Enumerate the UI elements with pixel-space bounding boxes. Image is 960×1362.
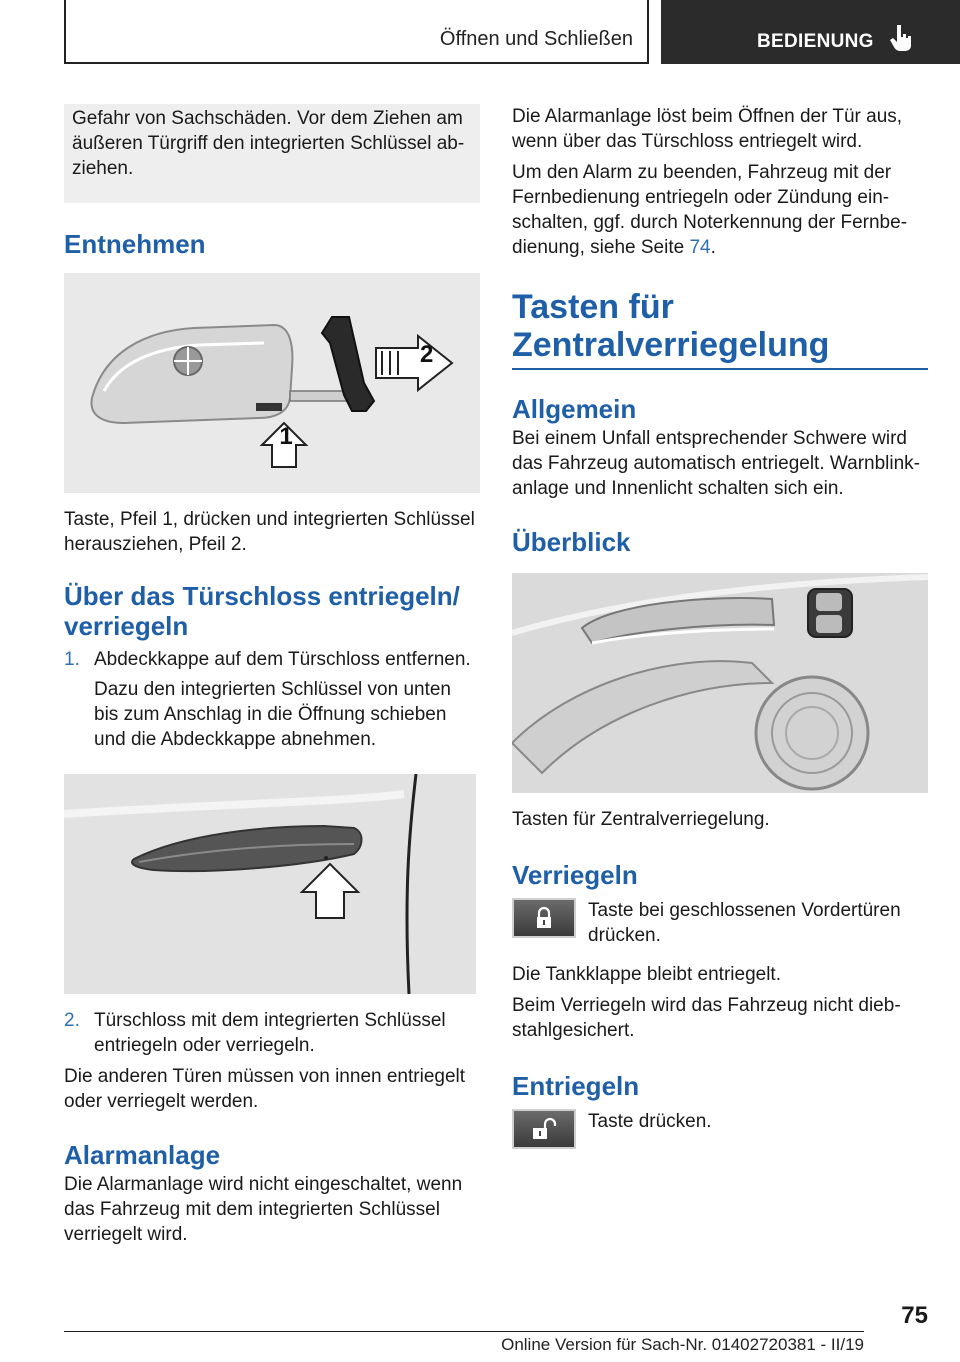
heading-allgemein: Allgemein <box>512 394 637 424</box>
door-panel-illustration <box>512 573 928 793</box>
step-text: Türschloss mit dem integrierten Schlüssel entriegeln oder verriegeln. <box>94 1010 446 1056</box>
door-handle-illustration <box>64 774 476 994</box>
punctuation: . <box>710 237 716 258</box>
heading-tuerschloss: Über das Türschloss entriegeln/ verriegeln <box>64 581 460 641</box>
verriegeln-row <box>512 898 928 948</box>
heading-entriegeln: Entriegeln <box>512 1071 640 1101</box>
header-section-title <box>64 0 649 64</box>
right-column <box>512 104 928 1149</box>
text-alarm-loest: Die Alarmanlage löst beim Öffnen der Tür aus, wenn über das Türschloss entriegelt wird. <box>512 106 903 152</box>
page-number: 75 <box>901 1302 928 1329</box>
hand-pointer-icon <box>888 23 914 53</box>
figure-label-1: 1 <box>279 423 293 450</box>
step-text-detail: Dazu den integrierten Schlüssel von unten bis zum Anschlag in die Öffnung schieben und die Abdeckkappe abnehmen. <box>94 679 452 750</box>
heading-tasten-line2: Zentralverriegelung <box>512 326 830 364</box>
text-entnehmen: Taste, Pfeil 1, drücken und integrierten Schlüssel herausziehen, Pfeil 2. <box>64 509 475 555</box>
figure-label-2: 2 <box>420 341 434 368</box>
entriegeln-row <box>512 1109 928 1149</box>
step-number: 1. <box>64 649 80 670</box>
section-title: Öffnen und Schließen <box>439 28 633 50</box>
text-allgemein: Bei einem Unfall entsprechender Schwere wird das Fahrzeug automatisch entriegelt. Warnblinkanlage und Innenlicht schalten sich ein. <box>512 428 920 499</box>
unlock-icon <box>531 1117 557 1141</box>
key-illustration <box>64 273 480 493</box>
lock-icon <box>534 906 554 930</box>
figure-door-handle <box>64 774 476 994</box>
text-andere-tueren: Die anderen Türen müssen von innen entriegelt oder verriegelt werden. <box>64 1066 466 1112</box>
warning-text: Gefahr von Sachschäden. Vor dem Ziehen am äußeren Türgriff den integrierten Schlüssel abziehen. <box>72 108 465 179</box>
page-reference-link[interactable]: 74 <box>689 237 711 258</box>
text-alarmanlage: Die Alarmanlage wird nicht eingeschaltet, wenn das Fahrzeug mit dem integrierten Schlüssel verriegelt wird. <box>64 1174 463 1245</box>
lock-button-image <box>512 898 576 938</box>
heading-entnehmen: Entnehmen <box>64 229 206 259</box>
unlock-button-image <box>512 1109 576 1149</box>
text-verriegeln: Taste bei geschlossenen Vordertüren drücken. <box>588 900 901 946</box>
caption-ueberblick: Tasten für Zentralverriegelung. <box>512 809 770 830</box>
figure-key-removal <box>64 273 480 493</box>
step-2 <box>64 1008 480 1058</box>
heading-underline <box>512 368 928 370</box>
text-tankklappe: Die Tankklappe bleibt entriegelt. <box>512 964 781 985</box>
heading-ueberblick: Überblick <box>512 527 631 557</box>
header-chapter <box>661 0 960 64</box>
step-text: Abdeckkappe auf dem Türschloss entfernen. <box>94 649 471 670</box>
text-alarm-beenden-body: Um den Alarm zu beenden, Fahrzeug mit der Fernbedienung entriegeln oder Zündung einschalten, ggf. durch Noterkennung der Fernbedienung, siehe Seite <box>512 162 908 258</box>
text-entriegeln: Taste drücken. <box>588 1111 712 1132</box>
warning-box <box>64 104 480 203</box>
left-column <box>64 104 480 1247</box>
footer-divider <box>64 1331 864 1332</box>
step-number: 2. <box>64 1010 80 1031</box>
step-1 <box>64 647 480 752</box>
heading-alarmanlage: Alarmanlage <box>64 1140 221 1170</box>
figure-door-panel <box>512 573 928 793</box>
heading-verriegeln: Verriegeln <box>512 860 638 890</box>
footer-text: Online Version für Sach-Nr. 01402720381 - II/19 <box>501 1335 864 1354</box>
chapter-title: BEDIENUNG <box>757 31 874 52</box>
text-diebstahl: Beim Verriegeln wird das Fahrzeug nicht diebstahlgesichert. <box>512 995 901 1041</box>
heading-tasten-line1: Tasten für <box>512 288 674 326</box>
text-alarm-beenden <box>512 160 928 260</box>
